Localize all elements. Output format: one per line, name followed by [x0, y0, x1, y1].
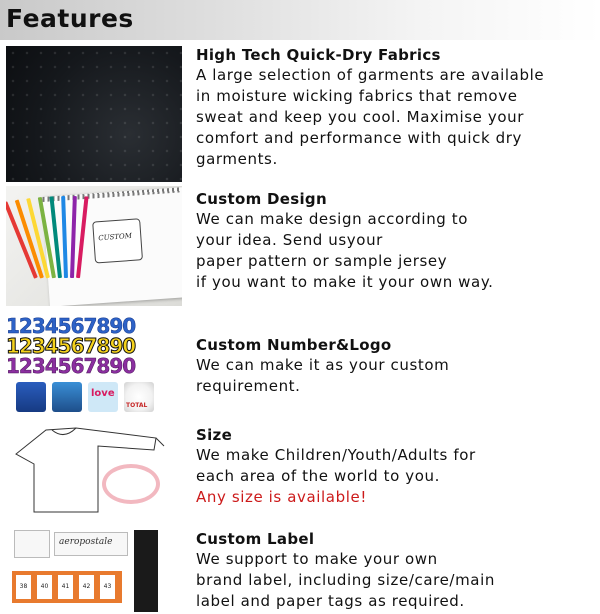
feature-line: if you want to make it your own way.	[196, 273, 494, 291]
feature-line: brand label, including size/care/main	[196, 571, 495, 589]
feature-line: your idea. Send usyour	[196, 231, 383, 249]
feature-line: sweat and keep you cool. Maximise your	[196, 108, 524, 126]
fabric-image	[6, 46, 182, 182]
size-highlight: Any size is available!	[196, 488, 367, 506]
woven-label-text: aeropostale	[59, 537, 113, 547]
feature-line: We can make it as your custom	[196, 356, 450, 374]
measuring-tape-icon	[102, 464, 160, 504]
feature-line: in moisture wicking fabrics that remove	[196, 87, 518, 105]
feature-line: A large selection of garments are available	[196, 66, 545, 84]
feature-title: High Tech Quick-Dry Fabrics	[196, 46, 441, 64]
feature-title: Size	[196, 426, 233, 444]
woven-label-icon	[54, 532, 128, 556]
feature-line: label and paper tags as required.	[196, 592, 465, 610]
page-title: Features	[6, 4, 134, 33]
love-patch-text: love	[91, 388, 115, 399]
number-row: 1234567890	[6, 334, 136, 358]
design-sketch-image	[6, 186, 182, 306]
total-logo-text: TOTAL	[126, 402, 148, 409]
number-row: 1234567890	[6, 354, 136, 378]
feature-title: Custom Number&Logo	[196, 336, 392, 354]
custom-sketch-text: CUSTOM	[98, 231, 133, 243]
total-logo-icon	[124, 382, 154, 412]
feature-line: each area of the world to you.	[196, 467, 440, 485]
feature-line: We support to make your own	[196, 550, 438, 568]
feature-line: paper pattern or sample jersey	[196, 252, 448, 270]
feature-line: garments.	[196, 150, 278, 168]
number-row: 1234567890	[6, 314, 136, 338]
numbers-logos-image	[6, 314, 182, 418]
size-measurement-image	[6, 424, 182, 518]
team-logo-icon	[52, 382, 82, 412]
tshirt-sketch-icon	[92, 218, 143, 263]
hang-tag-icon	[134, 530, 158, 612]
labels-image	[6, 526, 182, 614]
love-patch-icon	[88, 382, 118, 412]
feature-line: requirement.	[196, 377, 301, 395]
feature-line: We make Children/Youth/Adults for	[196, 446, 476, 464]
feature-line: We can make design according to	[196, 210, 469, 228]
feature-title: Custom Design	[196, 190, 327, 208]
care-label-icon	[14, 530, 50, 558]
section-header	[0, 0, 600, 40]
size-tags-icon: 38 40 41 42 43	[12, 571, 122, 603]
feature-line: comfort and performance with quick dry	[196, 129, 522, 147]
italy-badge-icon	[16, 382, 46, 412]
feature-title: Custom Label	[196, 530, 315, 548]
raglan-shirt-sketch-icon	[6, 424, 182, 518]
